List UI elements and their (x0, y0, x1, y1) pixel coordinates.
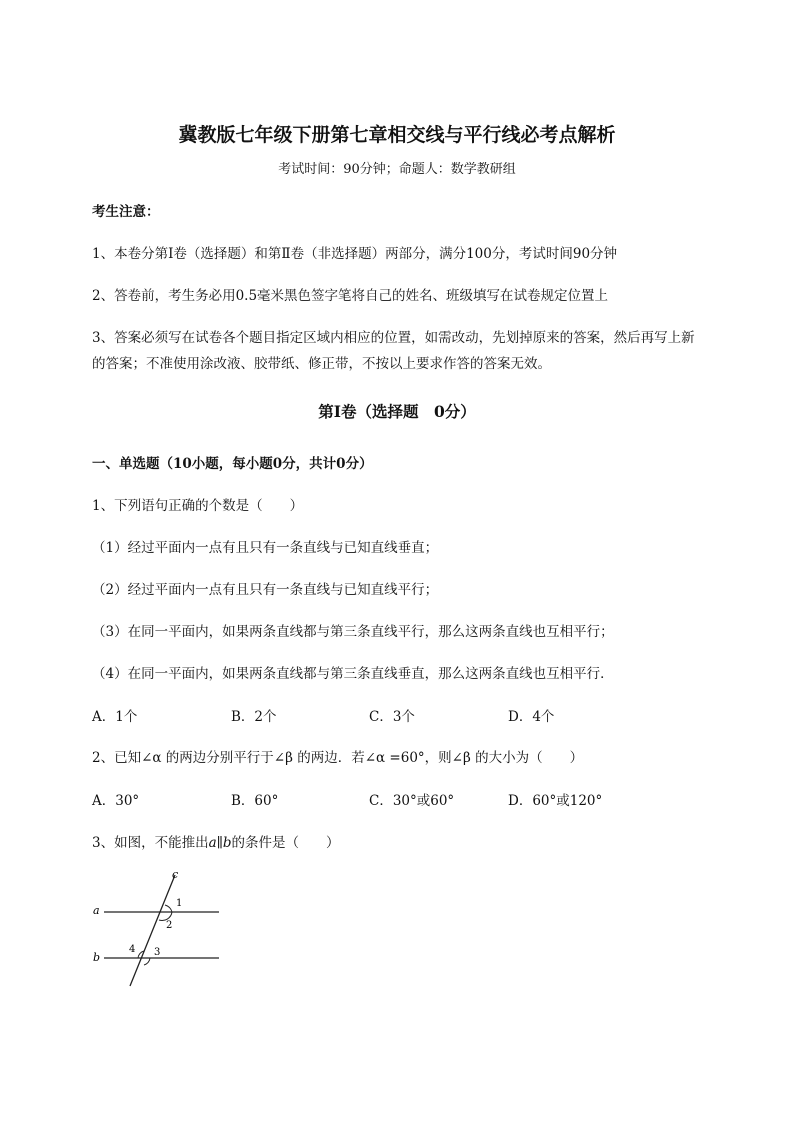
question-1-option-a: A．1个 (92, 709, 138, 725)
question-1-statement: （3）在同一平面内，如果两条直线都与第三条直线平行，那么这两条直线也互相平行； (92, 624, 614, 640)
part-title: 一、单选题（10小题，每小题0分，共计0分） (92, 456, 373, 472)
question-2-option-a: A．30° (92, 793, 140, 809)
question-3-stem-suffix: 的条件是（ ） (231, 835, 340, 851)
page-title: 冀教版七年级下册第七章相交线与平行线必考点解析 (178, 124, 616, 146)
question-1-option-b: B．2个 (231, 709, 277, 725)
label-angle-4: 4 (129, 944, 136, 955)
notice-item: 3、答案必须写在试卷各个题目指定区域内相应的位置，如需改动，先划掉原来的答案，然后再写上新 (92, 330, 695, 346)
parallel-lines-figure (86, 862, 226, 992)
notice-heading: 考生注意： (92, 204, 160, 220)
label-c: c (172, 868, 179, 881)
question-3-stem (92, 831, 340, 851)
question-3-stem-math: a∥b (208, 835, 232, 851)
question-2-option-c: C．30°或60° (369, 793, 455, 809)
angle-1-arc (165, 905, 172, 912)
notice-item: 2、答卷前，考生务必用0.5毫米黑色签字笔将自己的姓名、班级填写在试卷规定位置上 (92, 288, 609, 304)
question-2-option-b: B．60° (231, 793, 279, 809)
notice-item: 1、本卷分第I卷（选择题）和第Ⅱ卷（非选择题）两部分，满分100分，考试时间90分钟 (92, 246, 618, 262)
question-3-stem-prefix: 3、如图，不能推出 (92, 835, 209, 851)
question-1-stem: 1、下列语句正确的个数是（ ） (92, 498, 304, 514)
label-a: a (93, 904, 100, 917)
question-1-statement: （4）在同一平面内，如果两条直线都与第三条直线垂直，那么这两条直线也互相平行． (92, 666, 614, 682)
question-1-statement: （2）经过平面内一点有且只有一条直线与已知直线平行； (92, 582, 439, 598)
label-angle-1: 1 (176, 898, 183, 909)
label-angle-2: 2 (166, 920, 173, 931)
question-2-option-d: D．60°或120° (508, 793, 603, 809)
notice-item-continued: 的答案；不准使用涂改液、胶带纸、修正带，不按以上要求作答的答案无效。 (92, 356, 551, 372)
question-1-statement: （1）经过平面内一点有且只有一条直线与已知直线垂直； (92, 540, 439, 556)
label-angle-3: 3 (154, 947, 161, 958)
label-b: b (93, 951, 101, 964)
question-1-option-d: D．4个 (508, 709, 555, 725)
question-1-option-c: C．3个 (369, 709, 415, 725)
exam-info: 考试时间：90分钟；命题人：数学教研组 (278, 162, 516, 177)
section-title: 第I卷（选择题 0分） (318, 402, 476, 421)
angle-3-arc (144, 958, 150, 965)
question-2-stem: 2、已知∠α 的两边分别平行于∠β 的两边．若∠α =60°，则∠β 的大小为（ ） (92, 750, 584, 766)
